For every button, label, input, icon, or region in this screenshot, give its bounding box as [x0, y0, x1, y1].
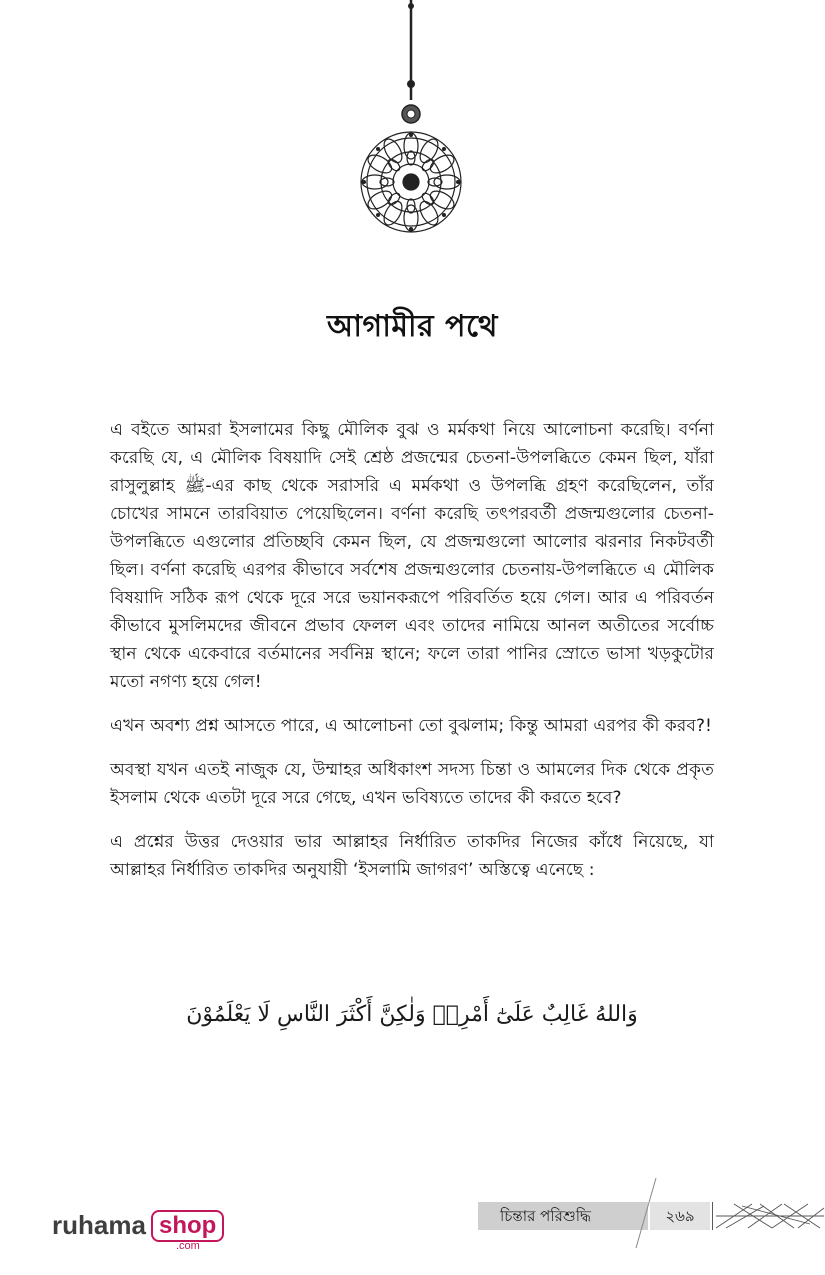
ruhama-shop-logo: [52, 1208, 232, 1258]
logo-text-domain: .com: [176, 1240, 200, 1252]
page-number: ২৬৯: [650, 1202, 710, 1230]
paragraph-1: এ বইতে আমরা ইসলামের কিছু মৌলিক বুঝ ও মর্মকথা নিয়ে আলোচনা করেছি। বর্ণনা করেছি যে, এ মৌলিক বিষয়াদি সেই শ্রেষ্ঠ প্রজন্মের চেতনা-উপলব্ধিতে কেমন ছিল, যাঁরা রাসুলুল্লাহ ﷺ-এর কাছ থেকে সরাসরি এ মর্মকথা ও উপলব্ধি গ্রহণ করেছিলেন, তাঁর চোখের সামনে তারবিয়াত পেয়েছিলেন। বর্ণনা করেছি তৎপরবর্তী প্রজন্মগুলোর চেতনা-উপলব্ধিতে এগুলোর প্রতিচ্ছবি কেমন ছিল, যে প্রজন্মগুলো আলোর ঝরনার নিকটবর্তী ছিল। বর্ণনা করেছি এরপর কীভাবে সর্বশেষ প্রজন্মগুলোর চেতনায়-উপলব্ধিতে এ মৌলিক বিষয়াদি সঠিক রূপ থেকে দূরে সরে ভয়ানকরূপে পরিবর্তিত হয়ে গেল। আর এ পরিবর্তন কীভাবে মুসলিমদের জীবনে প্রভাব ফেলল এবং তাদের নামিয়ে আনল অতীতের সর্বোচ্চ স্থান থেকে একেবারে বর্তমানের সর্বনিম্ন স্থানে; ফলে তারা পানির স্রোতে ভাসা খড়কুটোর মতো নগণ্য হয়ে গেল!: [110, 420, 714, 692]
footer-pattern-icon: [712, 1202, 825, 1230]
footer-book-title: চিন্তার পরিশুদ্ধি: [478, 1202, 648, 1230]
chapter-title: আগামীর পথে: [327, 309, 498, 344]
body-text: [110, 416, 714, 900]
mandala-ornament-icon: [355, 0, 467, 236]
quran-verse: وَاللهُ غَالِبٌ عَلَىٰٓ أَمْرِهٖ وَلٰكِنَّ أَكْثَرَ النَّاسِ لَا يَعْلَمُوْنَ: [186, 1002, 638, 1027]
paragraph-3: অবস্থা যখন এতই নাজুক যে, উম্মাহর অধিকাংশ সদস্য চিন্তা ও আমলের দিক থেকে প্রকৃত ইসলাম থেকে এতটা দূরে সরে গেছে, এখন ভবিষ্যতে তাদের কী করতে হবে?: [110, 760, 714, 808]
logo-text-shop: shop: [151, 1210, 224, 1242]
paragraph-2: এখন অবশ্য প্রশ্ন আসতে পারে, এ আলোচনা তো বুঝলাম; কিন্তু আমরা এরপর কী করব?!: [110, 716, 712, 736]
footer-divider-icon: [630, 1178, 660, 1248]
logo-text-ruhama: ruhama: [52, 1210, 146, 1240]
paragraph-4: এ প্রশ্নের উত্তর দেওয়ার ভার আল্লাহর নির্ধারিত তাকদির নিজের কাঁধে নিয়েছে, যা আল্লাহর নির্ধারিত তাকদির অনুযায়ী ‘ইসলামি জাগরণ’ অস্তিত্বে এনেছে :: [110, 832, 714, 880]
